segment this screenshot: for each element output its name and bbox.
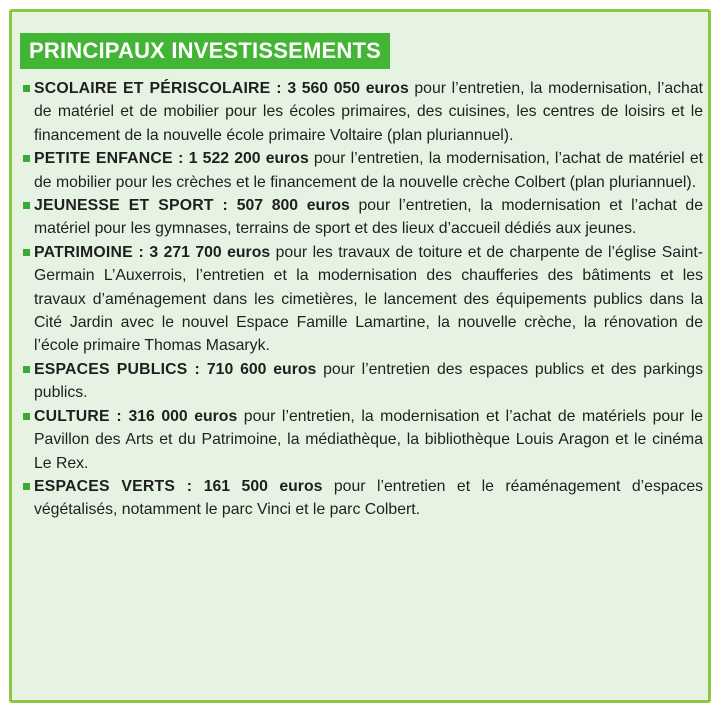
item-heading: PETITE ENFANCE : bbox=[34, 150, 184, 168]
item-heading: PATRIMOINE : bbox=[34, 243, 144, 261]
bullet-square-icon bbox=[23, 85, 30, 92]
item-description: pour l’entretien, la modernisation, l’achat de matériel et de mobilier pour les écoles primaires, des cuisines, les centres de loisirs et le financement de la nouvelle école primaire Voltaire (plan pluriannuel). bbox=[34, 80, 704, 144]
item-description: pour l’entretien, la modernisation et l’achat de matériel pour les gymnases, terrains de sport et des lieux d’accueil dédiés aux jeunes. bbox=[34, 197, 703, 238]
item-description: pour l’entretien et le réaménagement d’espaces végétalisés, notamment le parc Vinci et le parc Colbert. bbox=[34, 477, 704, 519]
item-description: pour l’entretien des espaces publics et des parkings publics. bbox=[34, 360, 703, 402]
investment-item-petite-enfance bbox=[20, 147, 703, 194]
investment-item-espaces-publics bbox=[20, 358, 703, 405]
item-heading: ESPACES VERTS : bbox=[34, 477, 193, 495]
investments-list bbox=[20, 77, 703, 522]
bullet-square-icon bbox=[23, 483, 30, 490]
investment-item-culture bbox=[20, 405, 703, 475]
bullet-square-icon bbox=[23, 202, 30, 209]
item-amount: 316 000 euros bbox=[128, 407, 238, 425]
item-description: pour les travaux de toiture et de charpente de l’église Saint-Germain L’Auxerrois, l’entretien et la modernisation des chaufferies des bâtiments et les travaux d’aménagement dans les cimetières, le lancement des équipements publics dans la Cité Jardin avec le nouvel Espace Famille Lamartine, la nouvelle crèche, la rénovation de l’école primaire Thomas Masaryk. bbox=[34, 243, 704, 355]
investment-item-patrimoine bbox=[20, 241, 703, 358]
item-amount: 161 500 euros bbox=[203, 477, 323, 495]
item-amount: 710 600 euros bbox=[206, 360, 317, 378]
item-heading: ESPACES PUBLICS : bbox=[34, 360, 201, 378]
item-heading: CULTURE : bbox=[34, 407, 122, 425]
item-heading: SCOLAIRE ET PÉRISCOLAIRE : bbox=[34, 80, 282, 97]
bullet-square-icon bbox=[23, 413, 30, 420]
item-heading: JEUNESSE ET SPORT : bbox=[34, 197, 228, 215]
investment-item-espaces-verts bbox=[20, 475, 703, 522]
item-description: pour l’entretien, la modernisation et l’achat de matériels pour le Pavillon des Arts et du Patrimoine, la médiathèque, la bibliothèque Louis Aragon et le cinéma Le Rex. bbox=[34, 407, 704, 472]
panel-title: PRINCIPAUX INVESTISSEMENTS bbox=[20, 33, 390, 69]
item-description: pour l’entretien, la modernisation, l’achat de matériel et de mobilier pour les crèches et le financement de la nouvelle crèche Colbert (plan pluriannuel). bbox=[34, 150, 703, 191]
item-amount: 3 560 050 euros bbox=[287, 80, 409, 97]
investment-item-scolaire bbox=[20, 77, 703, 147]
bullet-square-icon bbox=[23, 366, 30, 373]
item-amount: 3 271 700 euros bbox=[149, 243, 271, 261]
bullet-square-icon bbox=[23, 249, 30, 256]
investment-item-jeunesse-sport bbox=[20, 194, 703, 241]
bullet-square-icon bbox=[23, 155, 30, 162]
item-amount: 507 800 euros bbox=[236, 197, 350, 215]
item-amount: 1 522 200 euros bbox=[188, 150, 309, 168]
